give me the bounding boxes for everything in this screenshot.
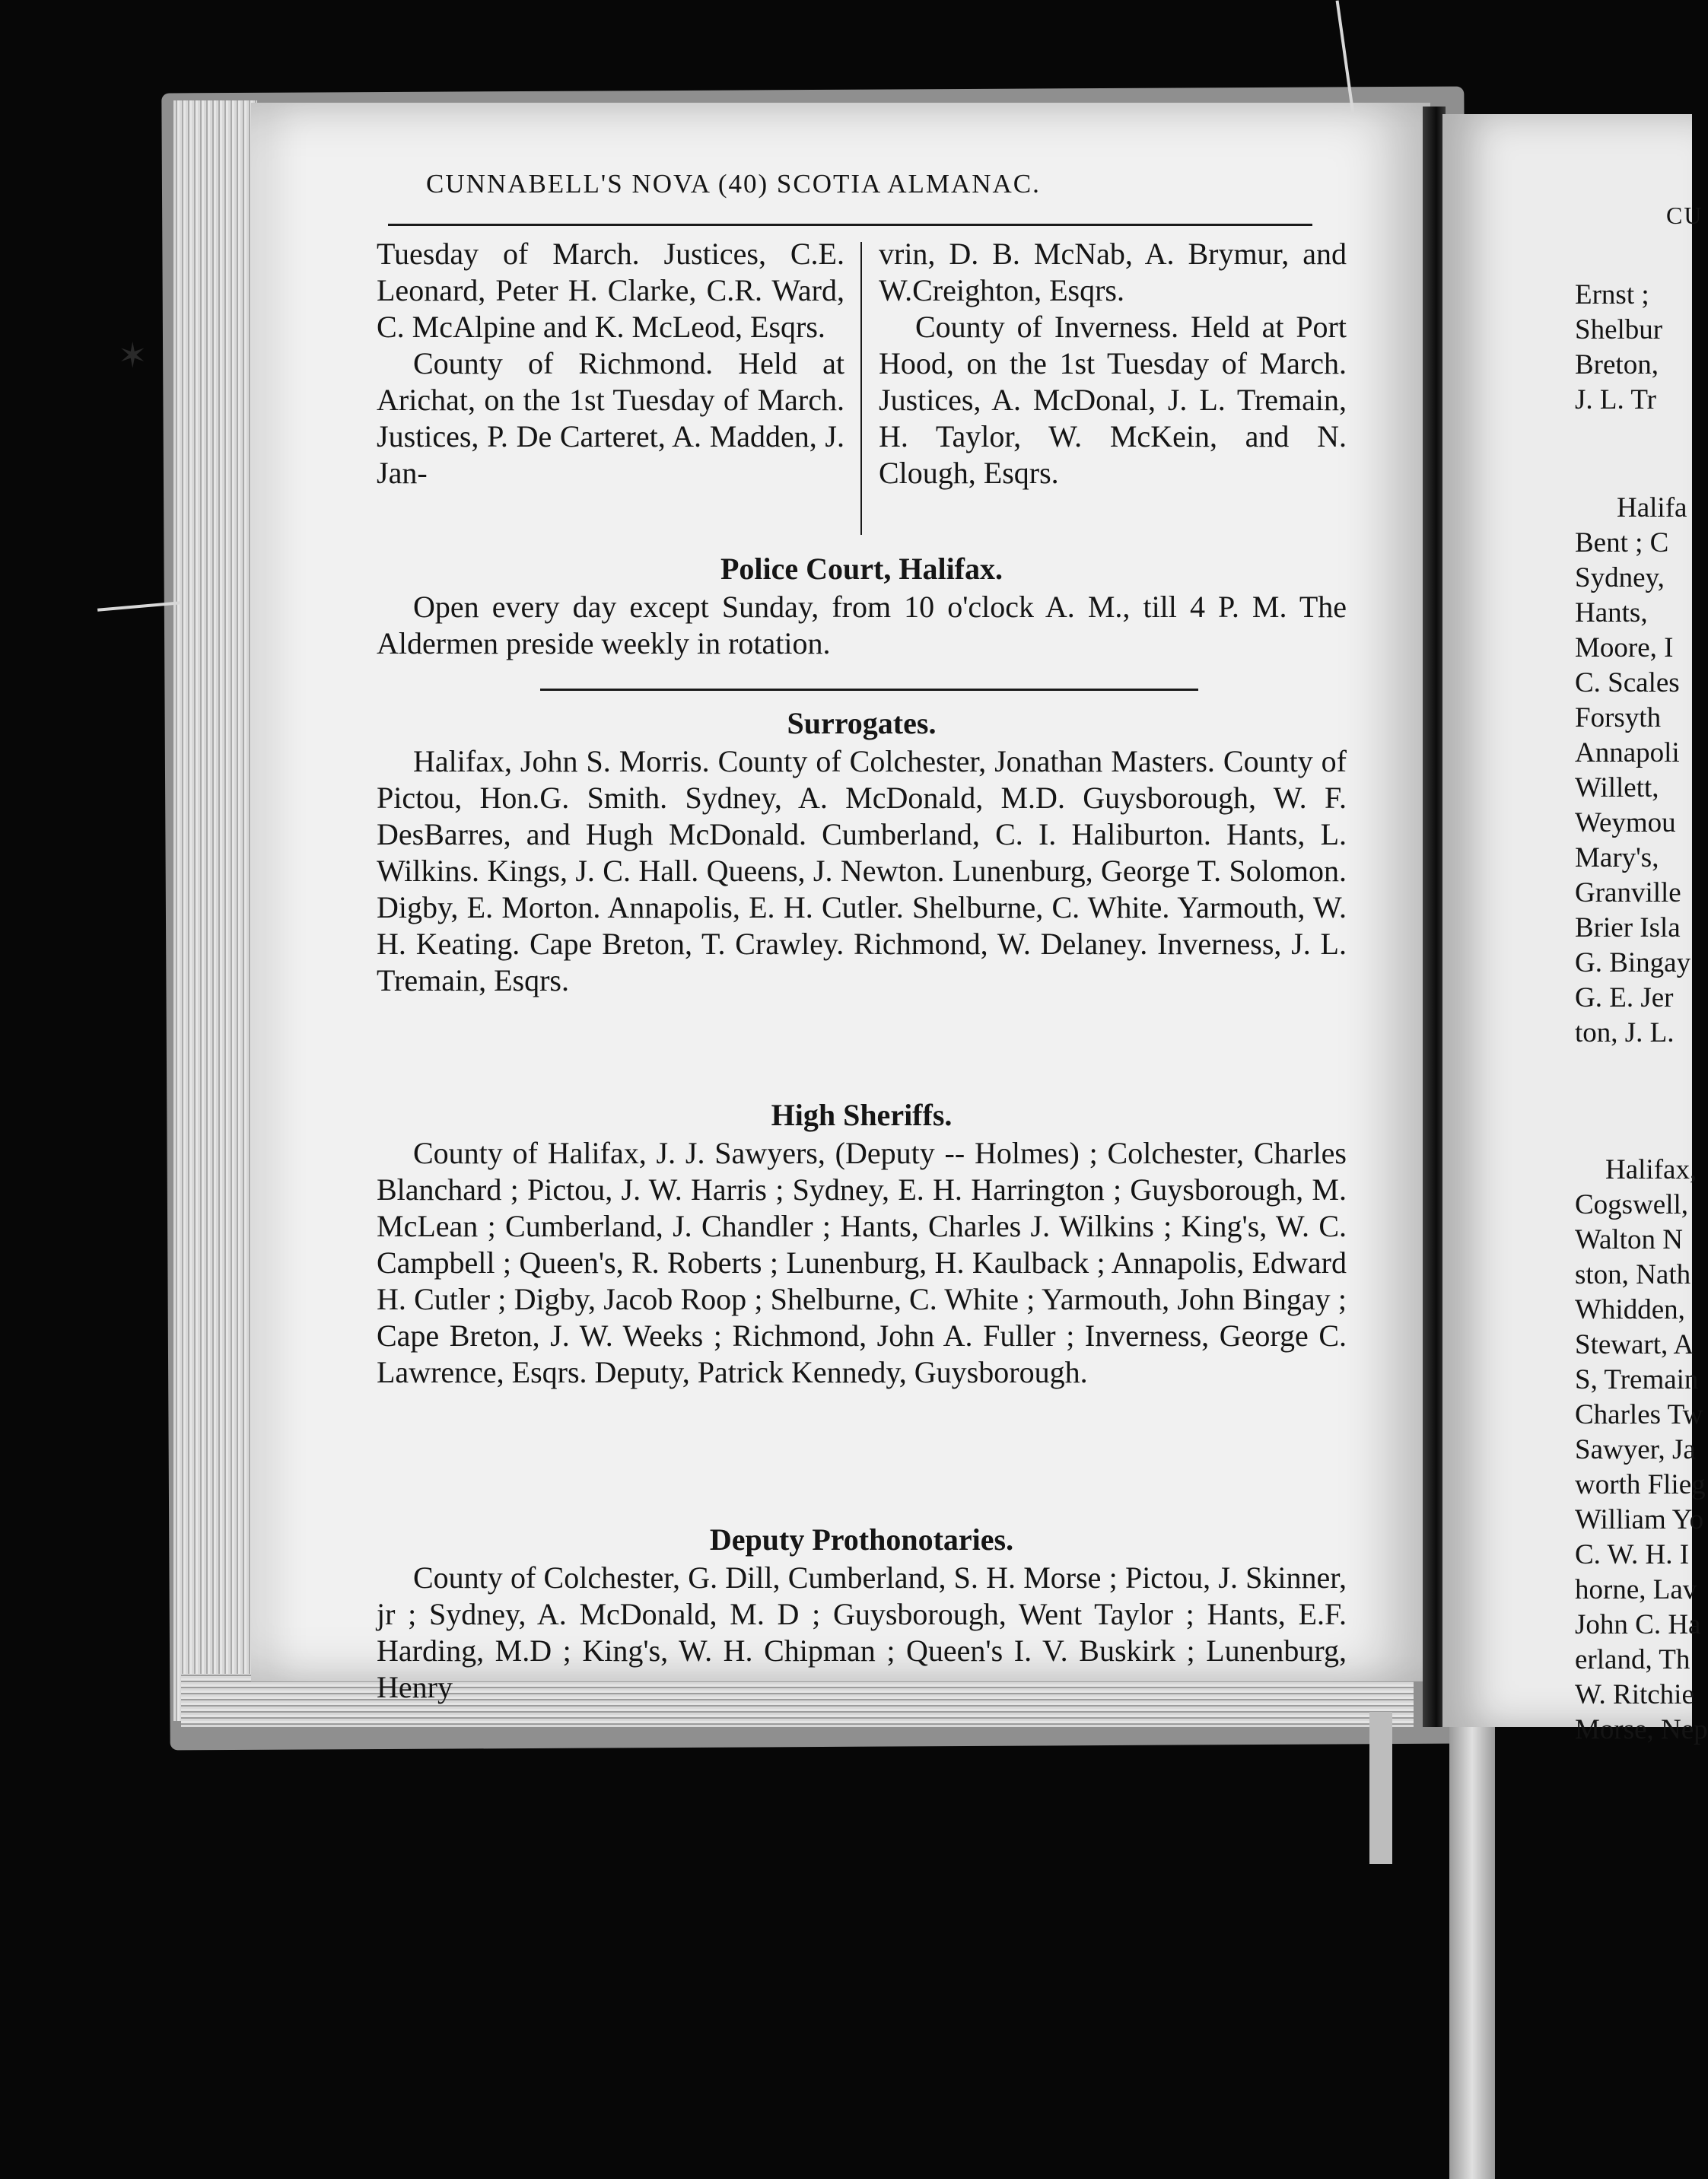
high-sheriffs-section (377, 1096, 1347, 1391)
bookmark-ribbon (1449, 1727, 1495, 2179)
text-line: erland, Th (1575, 1644, 1691, 1675)
text-line: Granville (1575, 877, 1681, 908)
text-line: Sydney, (1575, 562, 1665, 593)
paragraph: County of Richmond. Held at Arichat, on the 1st Tuesday of March. Justices, P. De Carteret, A. Madden, J. Jan- (377, 346, 844, 490)
police-court-section (377, 549, 1347, 662)
section-heading: Surrogates. (787, 706, 937, 740)
page-tab (1369, 1712, 1392, 1864)
two-column-block (377, 236, 1347, 544)
text-line: C. W. H. I (1575, 1539, 1690, 1570)
paragraph: vrin, D. B. McNab, A. Brymur, and W.Creighton, Esqrs. (879, 237, 1347, 307)
right-page-block-3 (1575, 1153, 1708, 1748)
deputy-prothonotaries-section (377, 1520, 1347, 1706)
head-rule (388, 224, 1312, 226)
text-line: ston, Nath (1575, 1259, 1691, 1290)
text-line: G. Bingay (1575, 947, 1691, 978)
page-edges-left (173, 100, 257, 1721)
section-text: Open every day except Sunday, from 10 o'clock A. M., till 4 P. M. The Aldermen preside weekly in rotation. (377, 590, 1347, 660)
section-text: County of Colchester, G. Dill, Cumberland, S. H. Morse ; Pictou, J. Skinner, jr ; Sydney, A. McDonald, M. D ; Guysborough, Went Taylor ; Hants, E.F. Harding, M.D ; King's, W. H. Chipman ; Queen's I. V. Buskirk ; Lunenburg, Henry (377, 1560, 1347, 1704)
right-running-head: CU (1666, 202, 1703, 229)
paragraph: Tuesday of March. Justices, C.E. Leonard, Peter H. Clarke, C.R. Ward, C. McAlpine and K. McLeod, Esqrs. (377, 237, 844, 344)
column-divider (860, 242, 862, 535)
margin-mark: ✶ (118, 336, 148, 375)
text-line: Cogswell, (1575, 1189, 1689, 1220)
text-line: Annapoli (1575, 737, 1680, 768)
text-line: Whidden, (1575, 1294, 1685, 1325)
text-line: Halifa (1617, 492, 1687, 523)
text-line: John C. Ha (1575, 1609, 1701, 1640)
text-line: Stewart, A (1575, 1329, 1694, 1360)
text-line: horne, Lav (1575, 1574, 1697, 1605)
text-line: Weymou (1575, 807, 1676, 838)
section-heading: Police Court, Halifax. (720, 552, 1003, 586)
text-line: Sawyer, Ja (1575, 1434, 1696, 1465)
right-page-block-1 (1575, 278, 1662, 418)
text-line: W. Ritchie (1575, 1679, 1694, 1710)
paragraph: County of Inverness. Held at Port Hood, on the 1st Tuesday of March. Justices, A. McDonal, J. L. Tremain, H. Taylor, W. McKein, and N. Clough, Esqrs. (879, 310, 1347, 490)
text-line: William Yo (1575, 1504, 1704, 1535)
text-line: J. L. Tr (1575, 384, 1656, 415)
right-page-block-2 (1575, 491, 1691, 1051)
section-rule (540, 689, 1198, 691)
left-column (377, 236, 844, 491)
text-line: Mary's, (1575, 842, 1659, 873)
text-line: Shelbur (1575, 314, 1663, 345)
surrogates-section (377, 704, 1347, 999)
section-heading: Deputy Prothonotaries. (709, 1522, 1014, 1557)
running-head: CUNNABELL'S NOVA (40) SCOTIA ALMANAC. (426, 169, 1041, 199)
text-line: C. Scales (1575, 667, 1680, 698)
text-line: Morse, Nep (1575, 1714, 1708, 1745)
section-text: County of Halifax, J. J. Sawyers, (Deputy -- Holmes) ; Colchester, Charles Blanchard ; Pictou, J. W. Harris ; Sydney, E. H. Harrington ; Guysborough, M. McLean ; Cumberland, J. Chandler ; Hants, Charles J. Wilkins ; King's, W. C. Campbell ; Queen's, R. Roberts ; Lunenburg, H. Kaulback ; Annapolis, Edward H. Cutler ; Digby, Jacob Roop ; Shelburne, C. White ; Yarmouth, John Bingay ; Cape Breton, J. W. Weeks ; Richmond, John A. Fuller ; Inverness, George C. Lawrence, Esqrs. Deputy, Patrick Kennedy, Guysborough. (377, 1136, 1347, 1389)
section-heading: High Sheriffs. (771, 1098, 953, 1132)
text-line: Charles Tw (1575, 1399, 1703, 1430)
section-text: Halifax, John S. Morris. County of Colchester, Jonathan Masters. County of Pictou, Hon.G. Smith. Sydney, A. McDonald, M.D. Guysborough, W. F. DesBarres, and Hugh McDonald. Cumberland, C. I. Haliburton. Hants, L. Wilkins. Kings, J. C. Hall. Queens, J. Newton. Lunenburg, George T. Solomon. Digby, E. Morton. Annapolis, E. H. Cutler. Shelburne, C. White. Yarmouth, W. H. Keating. Cape Breton, T. Crawley. Richmond, W. Delaney. Inverness, J. L. Tremain, Esqrs. (377, 744, 1347, 997)
text-line: Forsyth (1575, 702, 1662, 733)
text-line: Halifax, (1605, 1154, 1697, 1185)
text-line: G. E. Jer (1575, 982, 1674, 1013)
text-line: Willett, (1575, 772, 1659, 803)
text-line: Hants, (1575, 597, 1648, 628)
text-line: ton, J. L. (1575, 1017, 1675, 1048)
text-line: Bent ; C (1575, 527, 1669, 558)
text-line: Moore, I (1575, 632, 1674, 663)
text-line: worth Flieg (1575, 1469, 1706, 1500)
text-line: Ernst ; (1575, 279, 1649, 310)
right-column (879, 236, 1347, 491)
text-line: Brier Isla (1575, 912, 1681, 943)
text-line: Walton N (1575, 1224, 1683, 1255)
text-line: Breton, (1575, 349, 1659, 380)
text-line: S, Tremain (1575, 1364, 1699, 1395)
